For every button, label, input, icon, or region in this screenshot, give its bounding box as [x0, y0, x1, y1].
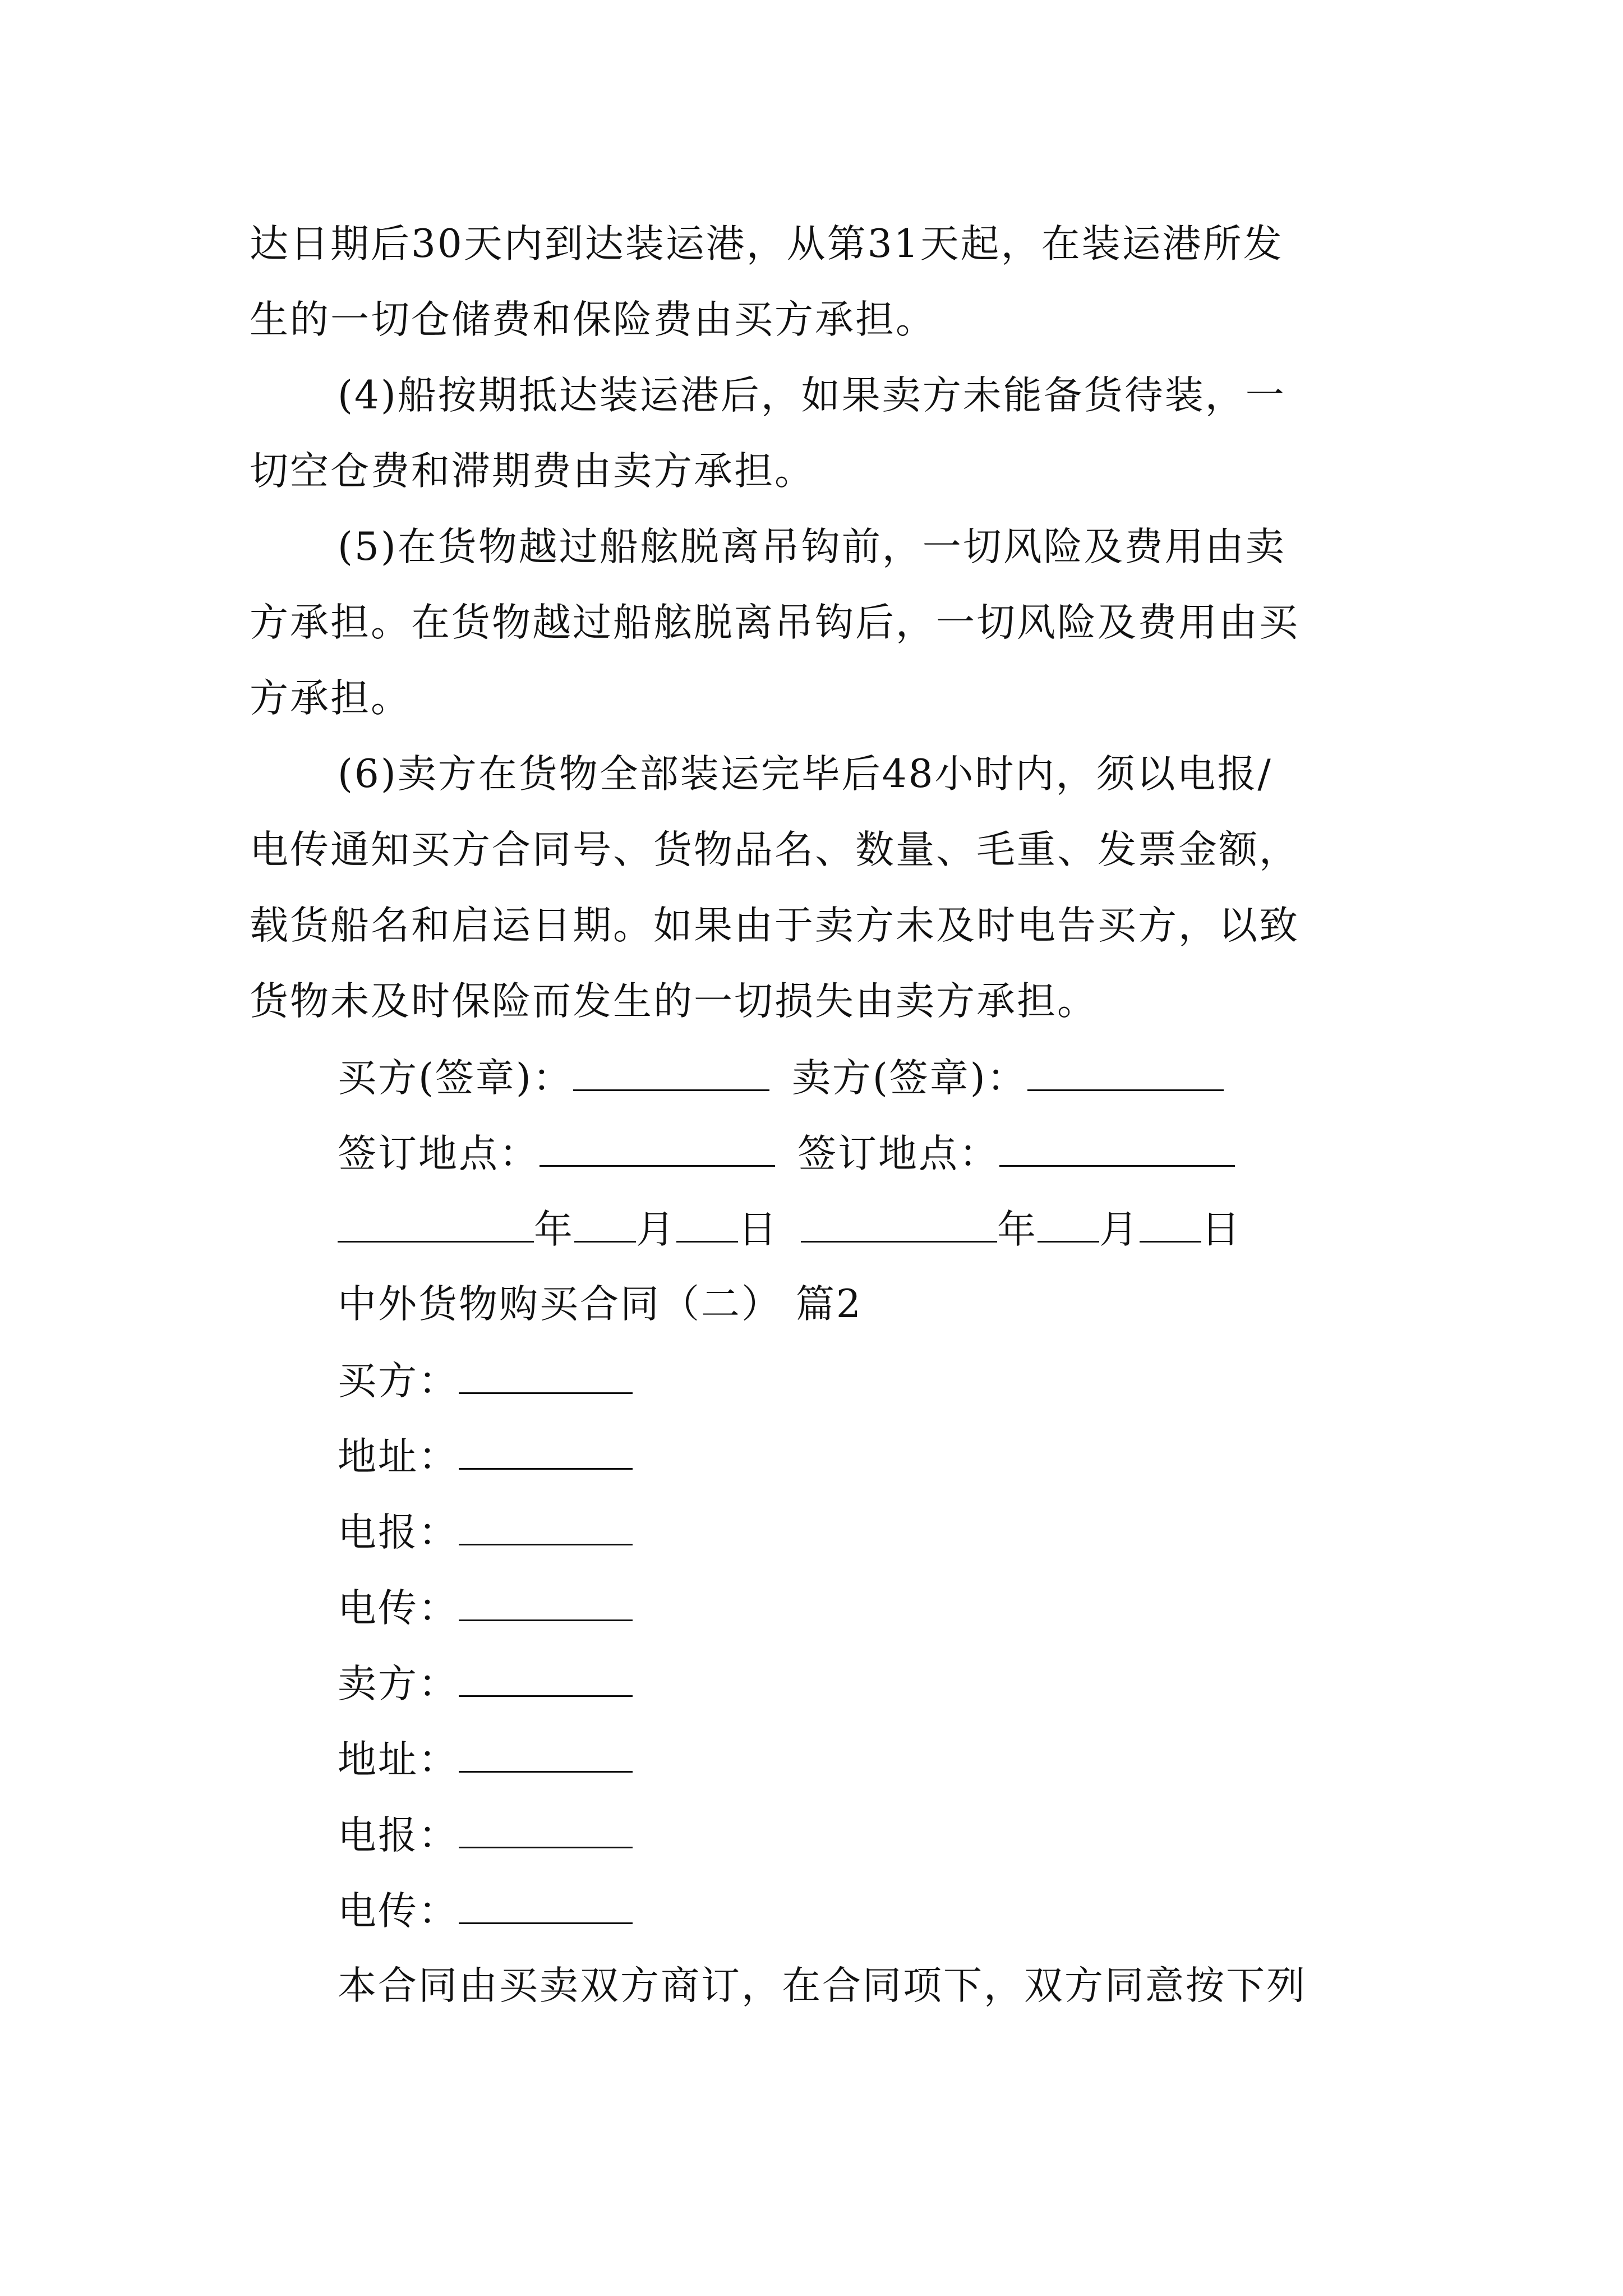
buyer-year-blank[interactable] [338, 1206, 534, 1243]
field-row [338, 1358, 633, 1404]
paragraph-line: 电传通知买方合同号、货物品名、数量、毛重、发票金额， [250, 827, 1299, 872]
paragraph-line: 货物未及时保险而发生的一切损失由卖方承担。 [250, 979, 1098, 1024]
field-blank[interactable] [459, 1812, 633, 1848]
field-row [338, 1812, 633, 1858]
year-label: 年 [997, 1207, 1038, 1252]
field-row [338, 1585, 633, 1631]
month-label: 月 [636, 1207, 676, 1252]
field-label-address: 地址： [338, 1434, 459, 1479]
signing-place-row [338, 1130, 1235, 1176]
field-row [338, 1660, 633, 1706]
field-blank[interactable] [459, 1888, 633, 1924]
field-blank[interactable] [459, 1660, 633, 1697]
buyer-month-blank[interactable] [574, 1206, 636, 1243]
field-row [338, 1888, 633, 1934]
field-blank[interactable] [459, 1433, 633, 1470]
buyer-signature-label: 买方(签章)： [338, 1056, 573, 1101]
field-row [338, 1509, 633, 1555]
year-label: 年 [534, 1207, 574, 1252]
closing-paragraph-line: 本合同由买卖双方商订，在合同项下，双方同意按下列 [338, 1963, 1307, 2008]
field-label-telex: 电传： [338, 1586, 459, 1631]
paragraph-line: 载货船名和启运日期。如果由于卖方未及时电告买方，以致 [250, 903, 1299, 948]
seller-place-blank[interactable] [999, 1130, 1235, 1167]
buyer-signature-blank[interactable] [573, 1055, 769, 1091]
buyer-place-blank[interactable] [540, 1130, 775, 1167]
field-label-telex: 电传： [338, 1889, 459, 1934]
seller-place-label: 签订地点： [797, 1131, 999, 1176]
paragraph-line: 生的一切仓储费和保险费由买方承担。 [250, 297, 936, 342]
month-label: 月 [1099, 1207, 1140, 1252]
seller-day-blank[interactable] [1140, 1206, 1201, 1243]
seller-year-blank[interactable] [801, 1206, 997, 1243]
field-label-telegram: 电报： [338, 1813, 459, 1858]
paragraph-line: 达日期后30天内到达装运港，从第31天起，在装运港所发 [250, 222, 1284, 266]
paragraph-line: 切空仓费和滞期费由卖方承担。 [250, 449, 815, 494]
buyer-place-label: 签订地点： [338, 1131, 540, 1176]
field-blank[interactable] [459, 1585, 633, 1621]
paragraph-line: 方承担。 [250, 676, 411, 721]
date-row [338, 1206, 1242, 1252]
signature-row [338, 1055, 1224, 1101]
day-label: 日 [738, 1207, 778, 1252]
paragraph-line: 方承担。在货物越过船舷脱离吊钩后，一切风险及费用由买 [250, 600, 1299, 645]
field-label-seller: 卖方： [338, 1662, 459, 1706]
field-blank[interactable] [459, 1509, 633, 1545]
paragraph-line: (4)船按期抵达装运港后，如果卖方未能备货待装，一 [338, 373, 1286, 418]
seller-signature-blank[interactable] [1027, 1055, 1224, 1091]
field-blank[interactable] [459, 1736, 633, 1773]
day-label: 日 [1201, 1207, 1242, 1252]
paragraph-line: (6)卖方在货物全部装运完毕后48小时内，须以电报/ [338, 752, 1272, 797]
field-row [338, 1433, 633, 1479]
buyer-day-blank[interactable] [676, 1206, 738, 1243]
field-label-telegram: 电报： [338, 1510, 459, 1555]
field-row [338, 1736, 633, 1782]
seller-signature-label: 卖方(签章)： [791, 1056, 1027, 1101]
paragraph-line: (5)在货物越过船舷脱离吊钩前，一切风险及费用由卖 [338, 524, 1286, 569]
seller-month-blank[interactable] [1038, 1206, 1099, 1243]
section-title: 中外货物购买合同（二） 篇2 [338, 1282, 863, 1327]
field-label-address: 地址： [338, 1737, 459, 1782]
field-blank[interactable] [459, 1358, 633, 1394]
field-label-buyer: 买方： [338, 1359, 459, 1404]
